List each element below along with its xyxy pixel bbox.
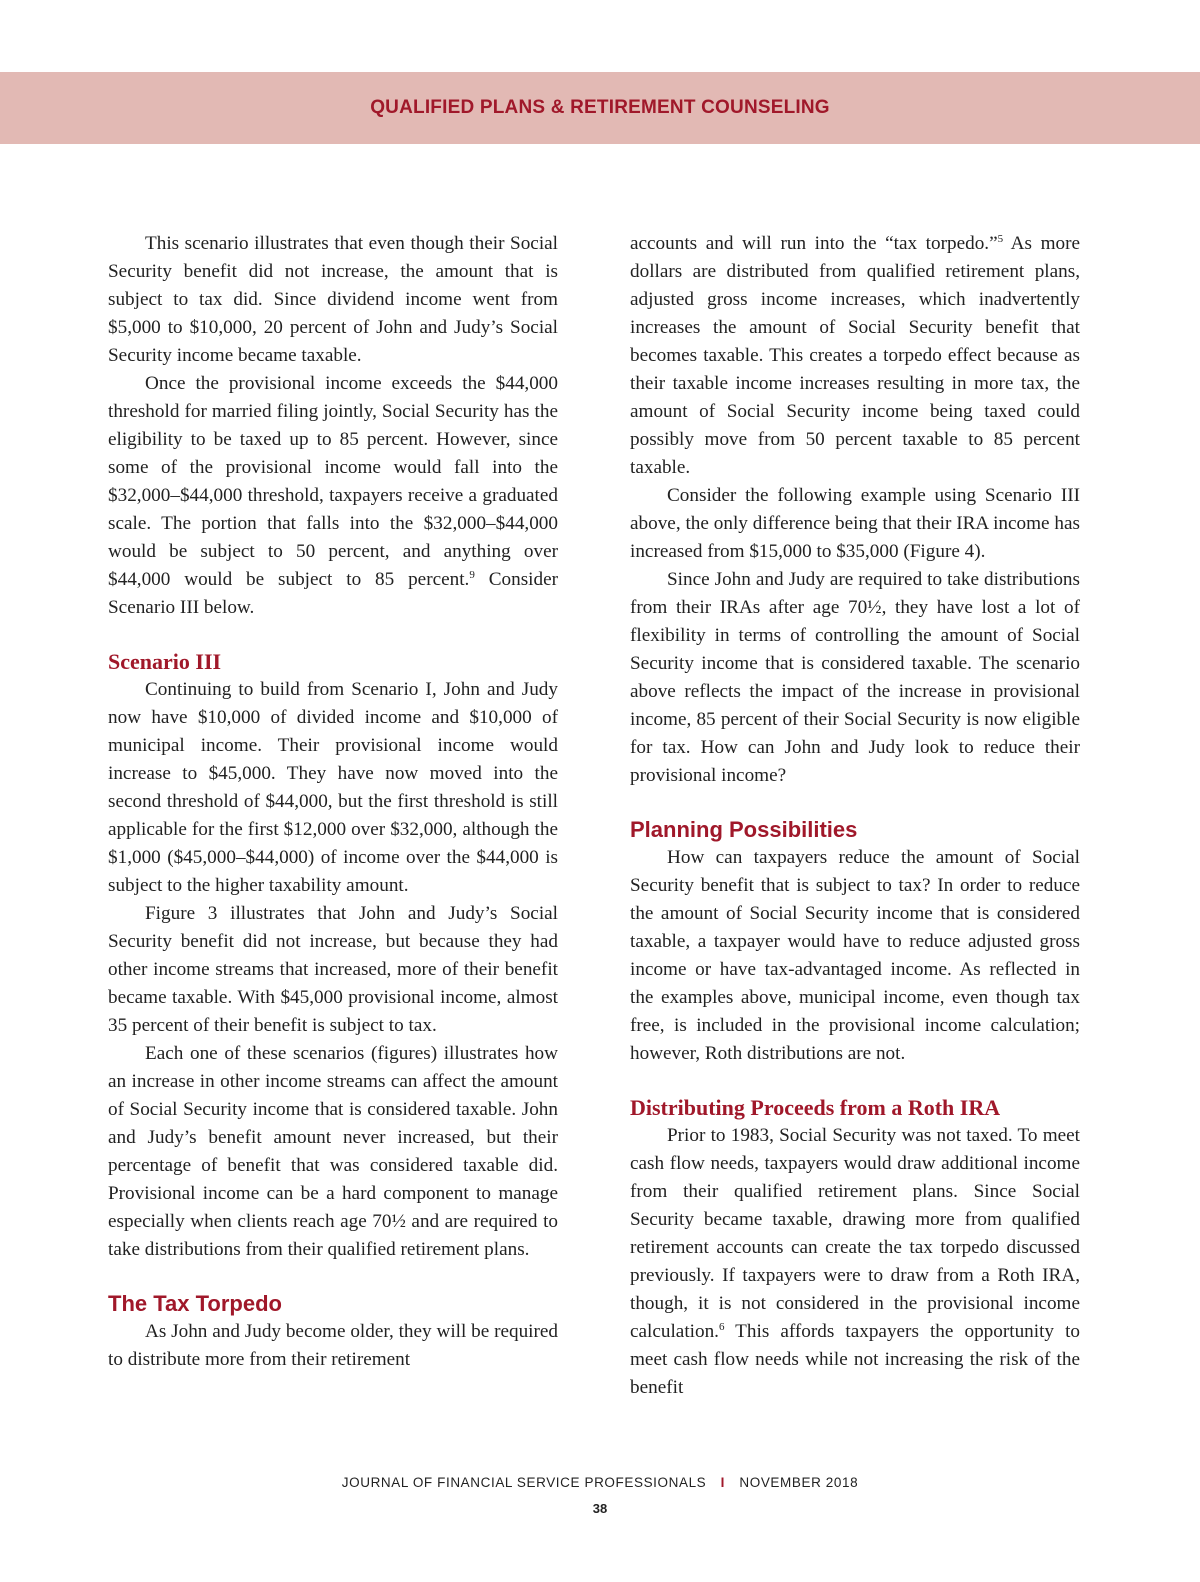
paragraph-text: accounts and will run into the “tax torpedo.” [630, 233, 998, 254]
heading-planning-possibilities: Planning Possibilities [630, 817, 858, 842]
paragraph [630, 230, 1080, 482]
paragraph: Continuing to build from Scenario I, John and Judy now have $10,000 of divided income and $10,000 of municipal income. Their provisional income would increase to $45,000. They have now moved into the second threshold of $44,000, but the first threshold is still applicable for the first $12,000 over $32,000, although the $1,000 ($45,000–$44,000) of income over the $44,000 is subject to the higher taxability amount. [108, 679, 558, 896]
paragraph-text: This affords taxpayers the opportunity to meet cash flow needs while not increasing the risk of the benefit [630, 1321, 1080, 1398]
paragraph: Since John and Judy are required to take distributions from their IRAs after age 70½, they have lost a lot of flexibility in terms of controlling the amount of Social Security income that is considered taxable. The scenario above reflects the impact of the increase in provisional income, 85 percent of their Social Security is now eligible for tax. How can John and Judy look to reduce their provisional income? [630, 569, 1080, 786]
paragraph: As John and Judy become older, they will be required to distribute more from their retirement [108, 1321, 558, 1370]
paragraph: This scenario illustrates that even though their Social Security benefit did not increase, the amount that is subject to tax did. Since dividend income went from $5,000 to $10,000, 20 percent of John and Judy’s Social Security income became taxable. [108, 233, 558, 366]
right-column [630, 230, 1080, 1402]
paragraph [630, 1122, 1080, 1402]
heading-roth-ira: Distributing Proceeds from a Roth IRA [630, 1095, 1001, 1120]
footnote-marker: 6 [718, 1321, 725, 1333]
journal-name: JOURNAL OF FINANCIAL SERVICE PROFESSIONALS [341, 1475, 707, 1490]
left-column [108, 230, 558, 1374]
paragraph: Figure 3 illustrates that John and Judy’s Social Security benefit did not increase, but because they had other income streams that increased, more of their benefit became taxable. With $45,000 provisional income, almost 35 percent of their benefit is subject to tax. [108, 903, 558, 1036]
paragraph-text: Prior to 1983, Social Security was not taxed. To meet cash flow needs, taxpayers would draw additional income from their qualified retirement plans. Since Social Security became taxable, drawing more from qualified retirement accounts can create the tax torpedo discussed previously. If taxpayers were to draw from a Roth IRA, though, it is not considered in the provisional income calculation. [630, 1125, 1080, 1342]
journal-footer [0, 1475, 1200, 1490]
issue-date: NOVEMBER 2018 [739, 1475, 859, 1490]
heading-scenario-iii: Scenario III [108, 649, 222, 674]
paragraph: How can taxpayers reduce the amount of Social Security benefit that is subject to tax? In order to reduce the amount of Social Security income that is considered taxable, a taxpayer would have to reduce adjusted gross income or have tax-advantaged income. As reflected in the examples above, municipal income, even though tax free, is included in the provisional income calculation; however, Roth distributions are not. [630, 847, 1080, 1064]
paragraph: Consider the following example using Scenario III above, the only difference being that their IRA income has increased from $15,000 to $35,000 (Figure 4). [630, 485, 1080, 562]
footnote-marker: 9 [469, 569, 475, 581]
section-title: QUALIFIED PLANS & RETIREMENT COUNSELING [370, 97, 830, 118]
paragraph [108, 370, 558, 622]
page-number: 38 [592, 1501, 608, 1516]
paragraph-text: As more dollars are distributed from qualified retirement plans, adjusted gross income increases, which inadvertently increases the amount of Social Security benefit that becomes taxable. This creates a torpedo effect because as their taxable income increases resulting in more tax, the amount of Social Security income being taxed could possibly move from 50 percent taxable to 85 percent taxable. [630, 233, 1080, 478]
paragraph-text: Consider Scenario III below. [108, 569, 558, 618]
footer-separator: I [720, 1475, 726, 1490]
footnote-marker: 5 [997, 233, 1004, 245]
paragraph: Each one of these scenarios (figures) illustrates how an increase in other income streams can affect the amount of Social Security income that is considered taxable. John and Judy’s benefit amount never increased, but their percentage of benefit that was considered taxable did. Provisional income can be a hard component to manage especially when clients reach age 70½ and are required to take distributions from their qualified retirement plans. [108, 1043, 558, 1260]
heading-tax-torpedo: The Tax Torpedo [108, 1291, 282, 1316]
paragraph-text: Once the provisional income exceeds the $44,000 threshold for married filing jointly, Social Security has the eligibility to be taxed up to 85 percent. However, since some of the provisional income would fall into the $32,000–$44,000 threshold, taxpayers receive a graduated scale. The portion that falls into the $32,000–$44,000 would be subject to 50 percent, and anything over $44,000 would be subject to 85 percent. [108, 373, 558, 590]
